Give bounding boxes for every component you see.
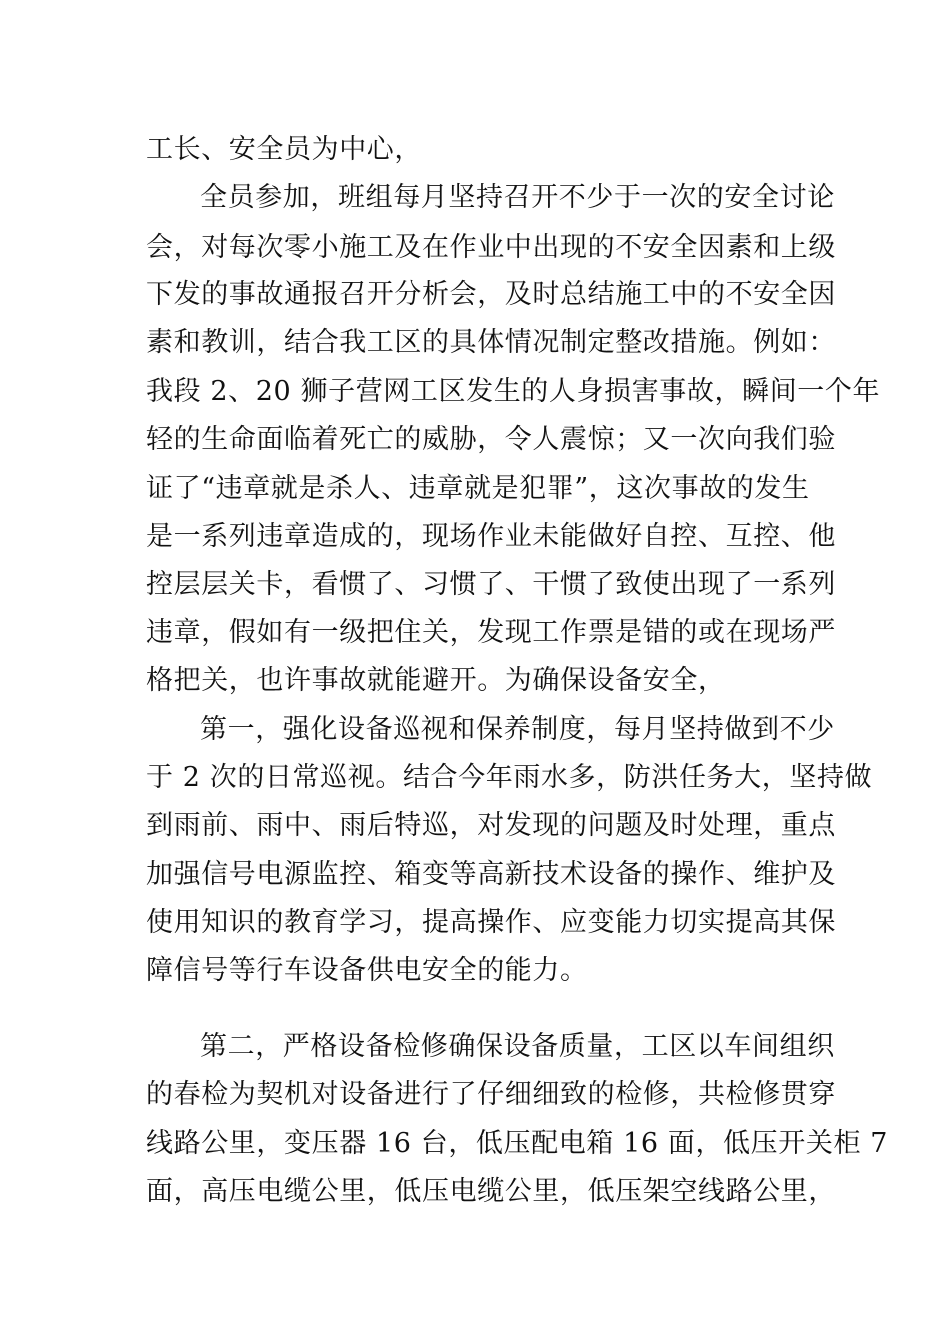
- text-line: 到雨前、雨中、雨后特巡，对发现的问题及时处理，重点: [146, 810, 836, 841]
- text-line: 障信号等行车设备供电安全的能力。: [146, 955, 588, 986]
- text-line: 于 2 次的日常巡视。结合今年雨水多，防洪任务大，坚持做: [146, 762, 873, 793]
- text-line: 下发的事故通报召开分析会，及时总结施工中的不安全因: [146, 279, 836, 310]
- text-line: 素和教训，结合我工区的具体情况制定整改措施。例如：: [146, 327, 836, 358]
- paragraph-start-line: 第一，强化设备巡视和保养制度，每月坚持做到不少: [200, 714, 835, 745]
- text-line: 会，对每次零小施工及在作业中出现的不安全因素和上级: [146, 232, 836, 263]
- text-line: 工长、安全员为中心，: [146, 134, 422, 165]
- text-line: 加强信号电源监控、箱变等高新技术设备的操作、维护及: [146, 859, 836, 890]
- text-line: 轻的生命面临着死亡的威胁，令人震惊；又一次向我们验: [146, 424, 836, 455]
- text-line: 格把关，也许事故就能避开。为确保设备安全，: [146, 665, 726, 696]
- text-line: 控层层关卡，看惯了、习惯了、干惯了致使出现了一系列: [146, 569, 836, 600]
- text-line: 我段 2、20 狮子营网工区发生的人身损害事故，瞬间一个年: [146, 376, 881, 407]
- text-line: 是一系列违章造成的，现场作业未能做好自控、互控、他: [146, 521, 836, 552]
- text-line: 违章，假如有一级把住关，发现工作票是错的或在现场严: [146, 617, 836, 648]
- text-line: 线路公里，变压器 16 台，低压配电箱 16 面，低压开关柜 7: [146, 1128, 889, 1159]
- text-line: 使用知识的教育学习，提高操作、应变能力切实提高其保: [146, 907, 836, 938]
- text-line: 面，高压电缆公里，低压电缆公里，低压架空线路公里，: [146, 1176, 836, 1207]
- text-line: 证了“违章就是杀人、违章就是犯罪”，这次事故的发生: [146, 473, 810, 504]
- paragraph-start-line: 全员参加，班组每月坚持召开不少于一次的安全讨论: [200, 182, 835, 213]
- paragraph-start-line: 第二，严格设备检修确保设备质量，工区以车间组织: [200, 1031, 835, 1062]
- text-line: 的春检为契机对设备进行了仔细细致的检修，共检修贯穿: [146, 1079, 836, 1110]
